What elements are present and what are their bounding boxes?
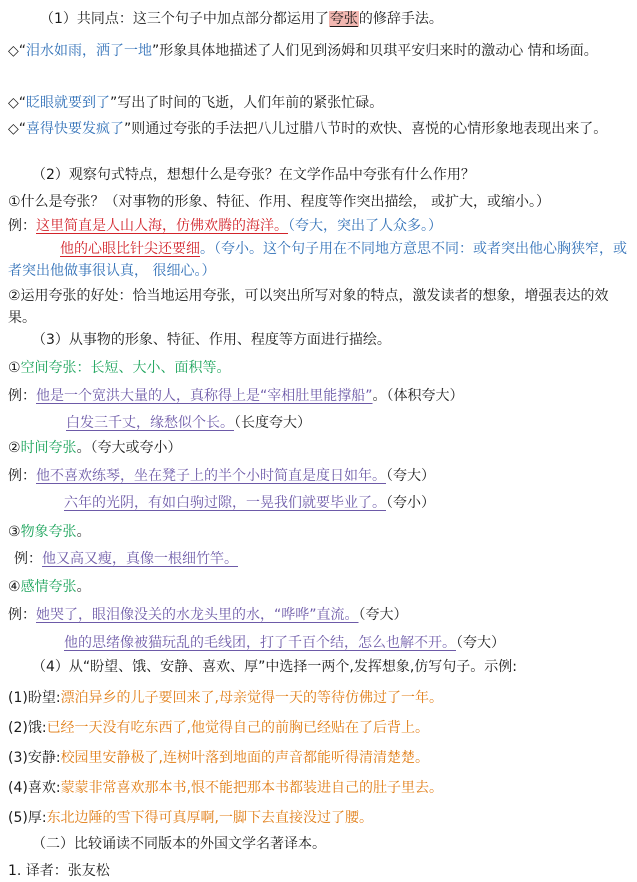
number: ① bbox=[8, 360, 21, 376]
example-note: （夸小） bbox=[386, 495, 435, 511]
example-note: （夸大） bbox=[456, 635, 505, 651]
example-label: 例： bbox=[8, 218, 36, 234]
example-sentence: 他的思绪像被猫玩乱的毛线团，打了千百个结，怎么也解不开。 bbox=[64, 635, 456, 651]
number: ④ bbox=[8, 579, 21, 595]
summary-line bbox=[40, 9, 629, 29]
example-quote-1 bbox=[8, 40, 629, 62]
example-line bbox=[8, 238, 629, 282]
sample-text: 蒙蒙非常喜欢那本书,恨不能把那本书都装进自己的肚子里去。 bbox=[60, 780, 444, 796]
example-label: 例： bbox=[8, 607, 36, 623]
example-note: 。（体积夸大） bbox=[372, 388, 464, 404]
example-note: 。（夸小。这个句子用在不同地方意思不同：或者突出他心胸狭窄，或者突出他做事很认真， 很细心。） bbox=[8, 241, 627, 279]
sample-label: (3)安静: bbox=[8, 750, 61, 766]
category-line bbox=[8, 438, 629, 458]
example-sentence: 她哭了，眼泪像没关的水龙头里的水，“哗哗”直流。 bbox=[36, 607, 359, 623]
example-sentence: 六年的光阴，有如白驹过隙，一晃我们就要毕业了。 bbox=[64, 495, 386, 511]
category-note: 。 bbox=[76, 524, 91, 540]
example-quote-2 bbox=[8, 93, 629, 113]
text: ◇“ bbox=[8, 121, 27, 137]
section-3: （3）从事物的形象、特征、作用、程度等方面进行描绘。 bbox=[32, 332, 391, 348]
sample-label: (1)盼望: bbox=[8, 690, 61, 706]
definition-line: ①什么是夸张？（对事物的形象、特征、作用、程度等作突出描绘， 或扩大，或缩小。） bbox=[8, 194, 550, 210]
example-line bbox=[8, 466, 629, 486]
highlighted-term: 夸张 bbox=[329, 11, 358, 27]
category-label: 物象夸张 bbox=[20, 524, 77, 540]
sample-text: 东北边陲的雪下得可真厚啊,一脚下去直接没过了腰。 bbox=[46, 810, 374, 826]
sample-text: 校园里安静极了,连树叶落到地面的声音都能听得清清楚楚。 bbox=[60, 750, 430, 766]
example-sentence: 他是一个宽洪大量的人，真称得上是“宰相肚里能撑船” bbox=[36, 388, 373, 404]
sample-label: (5)厚: bbox=[8, 810, 47, 826]
example-sentence: 他的心眼比针尖还要细 bbox=[60, 241, 200, 257]
example-line bbox=[8, 605, 629, 625]
example-line bbox=[64, 633, 629, 653]
text: ◇“ bbox=[8, 43, 27, 59]
example-line bbox=[8, 216, 629, 236]
section-heading: （二）比较诵读不同版本的外国文学名著译本。 bbox=[32, 836, 326, 852]
example-sentence: 这里简直是人山人海，仿佛欢腾的海洋。 bbox=[36, 218, 288, 234]
example-label: 例： bbox=[14, 551, 42, 567]
example-label: 例： bbox=[8, 468, 36, 484]
example-sentence: 他不喜欢练琴，坐在凳子上的半个小时简直是度日如年。 bbox=[36, 468, 386, 484]
sample-text: 漂泊异乡的儿子要回来了,母亲觉得一天的等待仿佛过了一年。 bbox=[60, 690, 444, 706]
number: ② bbox=[8, 440, 21, 456]
category-label: 空间夸张：长短、大小、面积等。 bbox=[20, 360, 231, 376]
example-line bbox=[66, 413, 629, 433]
example-note: （夸大，突出了人众多。） bbox=[288, 218, 442, 234]
example-note: （夸大） bbox=[386, 468, 435, 484]
text: ”写出了时间的飞逝，人们年前的紧张忙碌。 bbox=[110, 95, 384, 111]
category-note: 。 bbox=[76, 579, 91, 595]
example-note: （长度夸大） bbox=[234, 415, 311, 431]
category-line bbox=[8, 577, 629, 597]
example-label: 例： bbox=[8, 388, 36, 404]
example-quote-3 bbox=[8, 118, 629, 140]
category-line bbox=[8, 358, 629, 378]
text: ”形象具体地描述了人们见到汤姆和贝琪平安归来时的激动心 情和场面。 bbox=[152, 43, 598, 59]
number: ③ bbox=[8, 524, 21, 540]
text: ◇“ bbox=[8, 95, 27, 111]
example-line bbox=[8, 386, 629, 406]
sample-sentence bbox=[8, 748, 629, 768]
sample-text: 已经一天没有吃东西了,他觉得自己的前胸已经贴在了后背上。 bbox=[46, 720, 430, 736]
example-sentence: 他又高又瘦，真像一根细竹竿。 bbox=[42, 551, 238, 567]
category-note: 。（夸大或夸小） bbox=[76, 440, 182, 456]
question-2: （2）观察句式特点，想想什么是夸张？在文学作品中夸张有什么作用？ bbox=[32, 167, 475, 183]
text: ”则通过夸张的手法把八儿过腊八节时的欢快、喜悦的心情形象地表现出来了。 bbox=[124, 121, 608, 137]
translator-line: 1. 译者：张友松 bbox=[8, 863, 110, 879]
category-line bbox=[8, 522, 629, 542]
sample-sentence bbox=[8, 808, 629, 828]
example-sentence: 白发三千丈，缘愁似个长。 bbox=[66, 415, 234, 431]
sample-label: (2)饿: bbox=[8, 720, 47, 736]
quoted-phrase: 泪水如雨，洒了一地 bbox=[26, 43, 153, 59]
category-label: 时间夸张 bbox=[20, 440, 77, 456]
benefit-line: ②运用夸张的好处：恰当地运用夸张，可以突出所写对象的特点，激发读者的想象，增强表达的效果。 bbox=[8, 288, 609, 326]
example-note: （夸大） bbox=[358, 607, 408, 623]
category-label: 感情夸张 bbox=[20, 579, 77, 595]
sample-sentence bbox=[8, 688, 629, 708]
text: （1）共同点：这三个句子中加点部分都运用了 bbox=[40, 11, 329, 27]
text: 的修辞手法。 bbox=[358, 11, 443, 27]
example-line bbox=[14, 549, 629, 569]
sample-sentence bbox=[8, 718, 629, 738]
sample-sentence bbox=[8, 778, 629, 798]
section-4: （4）从“盼望、饿、安静、喜欢、厚”中选择一两个,发挥想象,仿写句子。示例: bbox=[32, 659, 518, 675]
quoted-phrase: 眨眼就要到了 bbox=[26, 95, 111, 111]
sample-label: (4)喜欢: bbox=[8, 780, 61, 796]
quoted-phrase: 喜得快要发疯了 bbox=[26, 121, 125, 137]
example-line bbox=[64, 493, 629, 513]
